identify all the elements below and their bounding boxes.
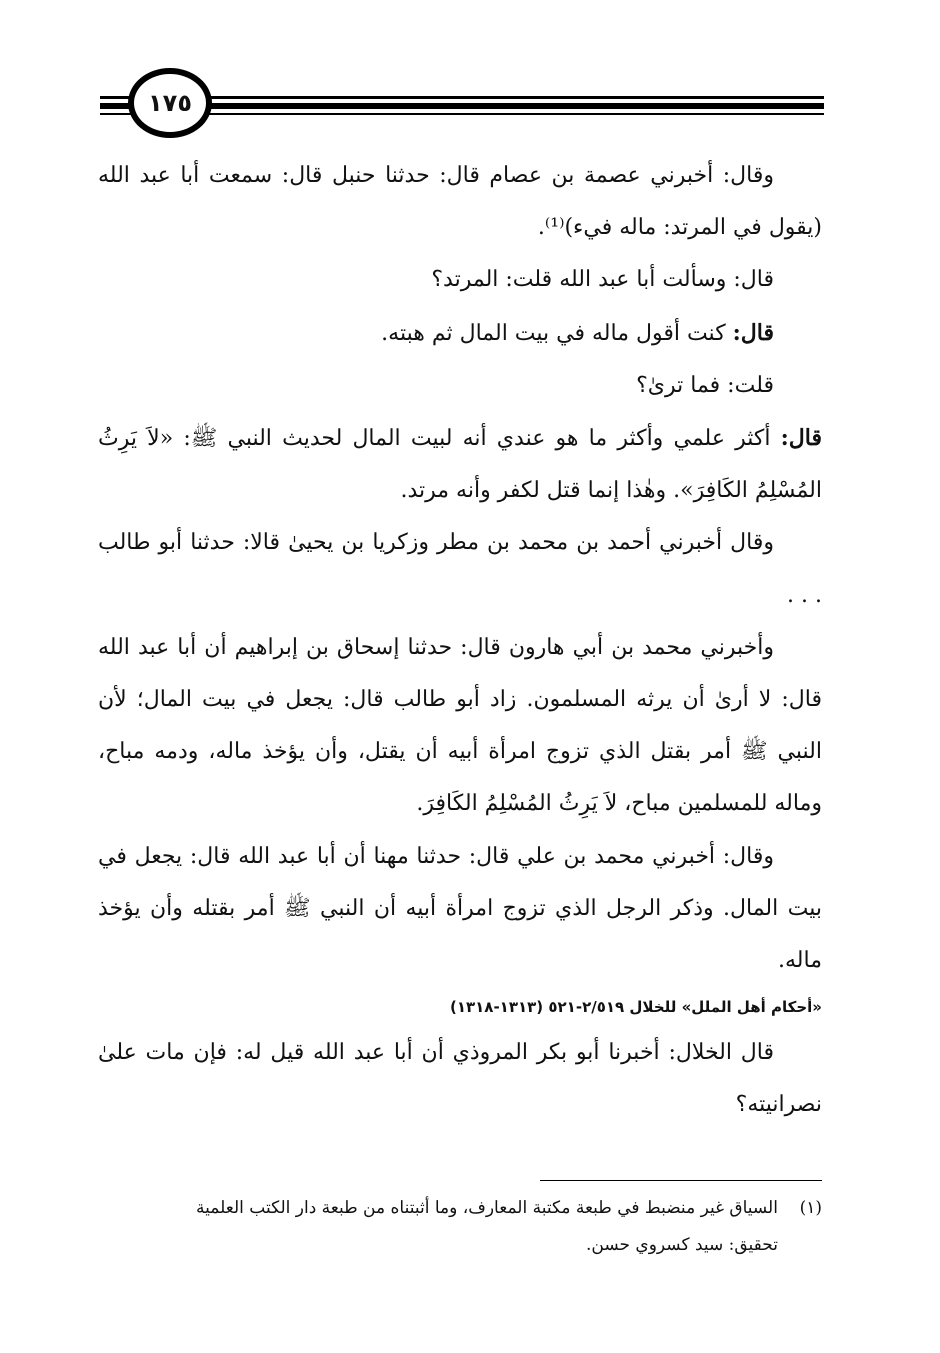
- paragraph: [98, 150, 822, 254]
- footnote-text: السياق غير منضبط في طبعة مكتبة المعارف، وما أثبتناه من طبعة دار الكتب العلمية: [196, 1198, 778, 1218]
- paragraph: [98, 622, 822, 831]
- paragraph: [98, 412, 822, 517]
- paragraph: [98, 831, 822, 988]
- paragraph-text: وقال أخبرني أحمد بن محمد بن مطر وزكريا بن يحيىٰ قالا: حدثنا أبو طالب . . .: [98, 530, 822, 608]
- footnote-separator: [540, 1180, 822, 1181]
- speaker-label: قال:: [732, 319, 774, 346]
- paragraph-text: وأخبرني محمد بن أبي هارون قال: حدثنا إسحاق بن إبراهيم أن أبا عبد الله قال: لا أرىٰ أن يرثه المسلمون. زاد أبو طالب قال: يجعل في بيت المال؛ لأن النبي ﷺ أمر بقتل الذي تزوج امرأة أبيه أن يقتل، وأن يؤخذ ماله، ودمه مباح، وماله للمسلمين مباح، لاَ يَرِثُ المُسْلِمُ الكَافِرَ.: [98, 634, 822, 817]
- paragraph-text: قال الخلال: أخبرنا أبو بكر المروذي أن أبا عبد الله قيل له: فإن مات علىٰ نصرانيته؟: [98, 1040, 822, 1118]
- speaker-label: قال:: [780, 425, 822, 452]
- paragraph: [98, 307, 822, 360]
- paragraph-text: أكثر علمي وأكثر ما هو عندي أنه لبيت المال لحديث النبي ﷺ: «لاَ يَرِثُ المُسْلِمُ الكَافِرَ». وهٰذا إنما قتل لكفر وأنه مرتد.: [98, 426, 822, 504]
- paragraph-text: كنت أقول ماله في بيت المال ثم هبته.: [381, 320, 733, 346]
- paragraph-text: قال: وسألت أبا عبد الله قلت: المرتد؟: [431, 267, 774, 293]
- footnote-marker: (١): [799, 1198, 822, 1218]
- footnote: [98, 1190, 822, 1227]
- page-number-oval: [128, 68, 212, 138]
- source-citation: «أحكام أهل الملل» للخلال ٢/٥١٩-٥٢١ (١٣١٣-١٣١٨): [449, 998, 822, 1017]
- footnote-continuation: تحقيق: سيد كسروي حسن.: [585, 1235, 778, 1255]
- page-number: ١٧٥: [148, 89, 192, 117]
- paragraph-text: قلت: فما ترىٰ؟: [636, 372, 774, 398]
- paragraph: [98, 254, 822, 306]
- footnotes: [98, 1190, 822, 1264]
- paragraph: [98, 517, 822, 621]
- main-text: [98, 150, 822, 1132]
- paragraph-text: وقال: أخبرني عصمة بن عصام قال: حدثنا حنبل قال: سمعت أبا عبد الله (يقول في المرتد: ماله فيء)⁽¹⁾.: [98, 163, 822, 241]
- page-header: [100, 66, 824, 142]
- paragraph: [98, 1027, 822, 1131]
- paragraph: [98, 360, 822, 412]
- paragraph-text: وقال: أخبرني محمد بن علي قال: حدثنا مهنا أن أبا عبد الله قال: يجعل في بيت المال. وذكر الرجل الذي تزوج امرأة أبيه أن النبي ﷺ أمر بقتله وأن يؤخذ ماله.: [98, 843, 822, 974]
